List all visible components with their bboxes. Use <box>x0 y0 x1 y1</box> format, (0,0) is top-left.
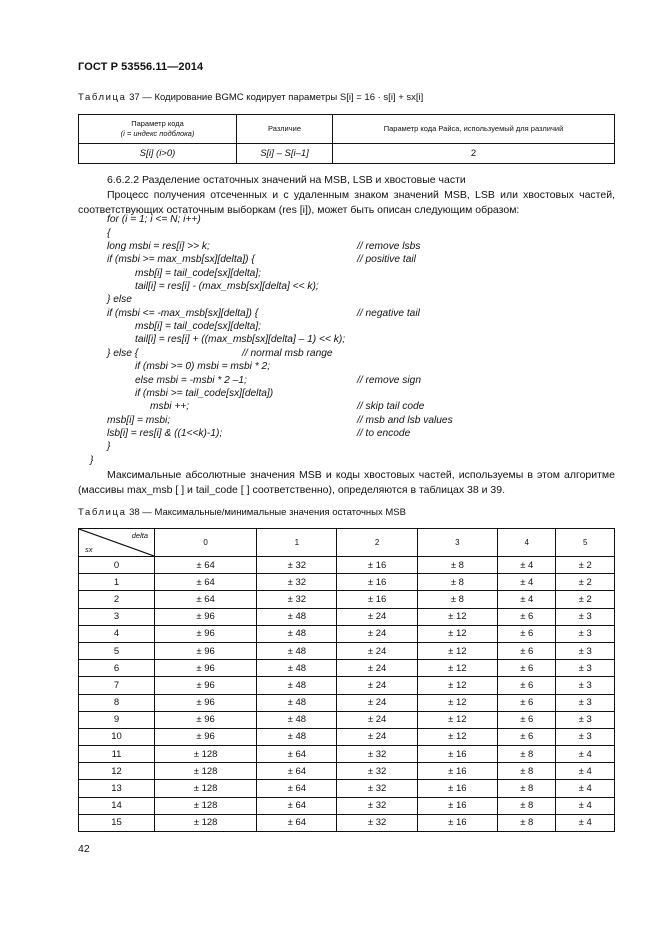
code-line: tail[i] = res[i] + ((max_msb[sx][delta] – 1) << k); <box>135 334 346 345</box>
table-38-cell: ± 128 <box>155 746 257 763</box>
table-38-row-label: 10 <box>79 728 155 745</box>
table-38-row-label: 9 <box>79 711 155 728</box>
table-37-cell: S[i] – S[i–1] <box>237 144 333 164</box>
table-38-cell: ± 32 <box>337 797 417 814</box>
table-38-cell: ± 3 <box>556 660 615 677</box>
table-38-row-label: 3 <box>79 608 155 625</box>
table-38-row <box>79 591 615 608</box>
table-38-cell: ± 128 <box>155 780 257 797</box>
table-38-row-label: 15 <box>79 814 155 831</box>
table-38-row-label: 6 <box>79 660 155 677</box>
code-line: lsb[i] = res[i] & ((1<<k)-1); <box>107 428 223 439</box>
table-38-cell: ± 64 <box>155 574 257 591</box>
table-38-cell: ± 24 <box>337 625 417 642</box>
table-38-cell: ± 96 <box>155 642 257 659</box>
code-line: } <box>90 455 94 466</box>
table-38-row-label: 4 <box>79 625 155 642</box>
table-38-cell: ± 96 <box>155 608 257 625</box>
table-38-cell: ± 48 <box>257 677 337 694</box>
table-37-cell: S[i] (i>0) <box>79 144 237 164</box>
code-line: if (msbi <= -max_msb[sx][delta]) { <box>107 308 259 319</box>
code-line: msb[i] = msbi; <box>107 415 171 426</box>
table-38-cell: ± 16 <box>417 746 497 763</box>
table-38-cell: ± 96 <box>155 660 257 677</box>
code-line: if (msbi >= max_msb[sx][delta]) { <box>107 254 255 265</box>
table-38-cell: ± 12 <box>417 711 497 728</box>
table-38-cell: ± 48 <box>257 642 337 659</box>
table-38-cell: ± 8 <box>498 797 556 814</box>
table-38-cell: ± 128 <box>155 814 257 831</box>
table-38-cell: ± 48 <box>257 711 337 728</box>
table-38 <box>78 528 615 832</box>
table-38-row <box>79 814 615 831</box>
table-38-cell: ± 4 <box>556 797 615 814</box>
table-38-row-label: 8 <box>79 694 155 711</box>
table-37 <box>78 114 615 164</box>
table-37-header-param <box>79 115 237 144</box>
table-38-col-header: 3 <box>417 529 497 557</box>
code-line: msb[i] = tail_code[sx][delta]; <box>135 268 261 279</box>
table-38-cell: ± 8 <box>417 591 497 608</box>
table-38-cell: ± 96 <box>155 694 257 711</box>
table-38-cell: ± 8 <box>498 763 556 780</box>
table-38-cell: ± 4 <box>556 763 615 780</box>
table-37-header-diff: Различие <box>237 115 333 144</box>
table-38-cell: ± 12 <box>417 694 497 711</box>
table-38-cell: ± 12 <box>417 642 497 659</box>
table-38-cell: ± 48 <box>257 728 337 745</box>
table-38-cell: ± 4 <box>556 746 615 763</box>
code-line: if (msbi >= tail_code[sx][delta]) <box>135 388 274 399</box>
table-38-cell: ± 3 <box>556 625 615 642</box>
table-38-cell: ± 64 <box>257 780 337 797</box>
code-comment: // positive tail <box>357 254 416 265</box>
table-38-cell: ± 8 <box>498 814 556 831</box>
table-38-cell: ± 16 <box>417 797 497 814</box>
code-comment: // remove lsbs <box>357 241 421 252</box>
table-38-row <box>79 660 615 677</box>
table-38-cell: ± 3 <box>556 728 615 745</box>
table-38-cell: ± 24 <box>337 642 417 659</box>
table-38-cell: ± 3 <box>556 694 615 711</box>
section-title: 6.6.2.2 Разделение остаточных значений на MSB, LSB и хвостовые части <box>107 174 466 186</box>
table-38-row <box>79 763 615 780</box>
table-38-col-header: 4 <box>498 529 556 557</box>
table-38-row-label: 13 <box>79 780 155 797</box>
table-38-cell: ± 64 <box>257 746 337 763</box>
section-heading <box>78 173 615 218</box>
table-38-row-label: 12 <box>79 763 155 780</box>
table-38-cell: ± 3 <box>556 642 615 659</box>
table-38-cell: ± 128 <box>155 763 257 780</box>
table-38-cell: ± 24 <box>337 608 417 625</box>
section-after-text: Максимальные абсолютные значения MSB и коды хвостовых частей, используемы в этом алгоритме (массивы max_msb [ ] и tail_code [ ] соответственно), определяются в таблицах 38 и 39. <box>78 469 615 496</box>
code-line: msb[i] = tail_code[sx][delta]; <box>135 321 261 332</box>
table-38-cell: ± 8 <box>417 574 497 591</box>
table-38-row <box>79 728 615 745</box>
code-comment: // negative tail <box>357 308 420 319</box>
table-38-cell: ± 4 <box>556 814 615 831</box>
code-line: long msbi = res[i] >> k; <box>107 241 210 252</box>
table-38-corner-cell <box>79 529 155 557</box>
table-38-cell: ± 12 <box>417 625 497 642</box>
table-38-row-label: 11 <box>79 746 155 763</box>
table-37-cell: 2 <box>333 144 615 164</box>
code-comment: // remove sign <box>357 375 421 386</box>
page-number: 42 <box>78 843 90 855</box>
table-38-col-header: 5 <box>556 529 615 557</box>
table-38-cell: ± 48 <box>257 608 337 625</box>
table-38-cell: ± 32 <box>337 780 417 797</box>
table-38-cell: ± 48 <box>257 694 337 711</box>
table-38-row-label: 2 <box>79 591 155 608</box>
table-38-cell: ± 6 <box>498 642 556 659</box>
table-38-cell: ± 16 <box>417 763 497 780</box>
code-line: for (i = 1; i <= N; i++) <box>107 214 201 225</box>
code-comment: // to encode <box>357 428 411 439</box>
table-38-cell: ± 6 <box>498 625 556 642</box>
table-38-cell: ± 24 <box>337 728 417 745</box>
code-comment: // skip tail code <box>357 401 425 412</box>
table-38-cell: ± 6 <box>498 677 556 694</box>
table-38-cell: ± 64 <box>155 591 257 608</box>
table-37-row <box>79 144 615 164</box>
table-38-row <box>79 694 615 711</box>
code-comment: // normal msb range <box>242 348 333 359</box>
table-38-cell: ± 64 <box>257 814 337 831</box>
table-38-cell: ± 128 <box>155 797 257 814</box>
table-38-cell: ± 4 <box>498 557 556 574</box>
table-38-row <box>79 677 615 694</box>
table-38-cell: ± 3 <box>556 608 615 625</box>
table-38-cell: ± 3 <box>556 711 615 728</box>
table-38-cell: ± 12 <box>417 677 497 694</box>
table-38-cell: ± 96 <box>155 677 257 694</box>
table-38-row-label: 1 <box>79 574 155 591</box>
table-38-col-header: 0 <box>155 529 257 557</box>
code-line: if (msbi >= 0) msbi = msbi * 2; <box>135 361 271 372</box>
table-37-title: 37 — Кодирование BGMC кодирует параметры S[i] = 16 · s[i] + sx[i] <box>129 92 424 103</box>
table-38-cell: ± 24 <box>337 677 417 694</box>
table-38-row <box>79 746 615 763</box>
table-38-cell: ± 24 <box>337 660 417 677</box>
table-38-header-row <box>79 529 615 557</box>
table-38-cell: ± 48 <box>257 660 337 677</box>
table-38-cell: ± 6 <box>498 660 556 677</box>
table-38-cell: ± 2 <box>556 557 615 574</box>
table-38-row <box>79 557 615 574</box>
table-38-cell: ± 6 <box>498 608 556 625</box>
table-37-label: Таблица <box>78 92 127 103</box>
table-38-cell: ± 32 <box>257 591 337 608</box>
table-38-cell: ± 16 <box>417 780 497 797</box>
table-38-row-label: 7 <box>79 677 155 694</box>
table-38-row <box>79 797 615 814</box>
table-38-cell: ± 16 <box>337 574 417 591</box>
code-line: } else <box>107 294 132 305</box>
table-38-cell: ± 64 <box>257 797 337 814</box>
table-38-cell: ± 2 <box>556 574 615 591</box>
table-38-cell: ± 12 <box>417 660 497 677</box>
corner-delta-label: delta <box>131 531 148 540</box>
table-38-cell: ± 96 <box>155 728 257 745</box>
table-38-cell: ± 4 <box>556 780 615 797</box>
table-38-row-label: 0 <box>79 557 155 574</box>
section-intro: Процесс получения отсеченных и с удаленным знаком значений MSB, LSB или хвостовых частей, соответствующих остаточным выборкам (res [i]), может быть описан следующим образом: <box>78 189 615 216</box>
table-38-col-header: 2 <box>337 529 417 557</box>
table-38-cell: ± 24 <box>337 711 417 728</box>
table-38-cell: ± 12 <box>417 728 497 745</box>
table-38-cell: ± 6 <box>498 694 556 711</box>
table-38-row <box>79 711 615 728</box>
table-38-cell: ± 8 <box>498 780 556 797</box>
table-37-header-param-line1: Параметр кода <box>131 119 184 128</box>
table-38-row <box>79 780 615 797</box>
table-38-cell: ± 3 <box>556 677 615 694</box>
table-38-cell: ± 96 <box>155 625 257 642</box>
table-38-cell: ± 8 <box>417 557 497 574</box>
table-37-caption <box>78 92 423 103</box>
table-38-label: Таблица <box>78 507 127 518</box>
code-line: } else { <box>107 348 139 359</box>
table-38-cell: ± 6 <box>498 728 556 745</box>
table-38-row <box>79 642 615 659</box>
table-38-cell: ± 16 <box>417 814 497 831</box>
table-38-cell: ± 96 <box>155 711 257 728</box>
code-line: msbi ++; <box>150 401 190 412</box>
table-37-header-rice: Параметр кода Райса, используемый для различий <box>333 115 615 144</box>
table-37-header-row <box>79 115 615 144</box>
table-38-cell: ± 32 <box>257 574 337 591</box>
table-38-cell: ± 2 <box>556 591 615 608</box>
table-38-cell: ± 16 <box>337 591 417 608</box>
table-38-row <box>79 608 615 625</box>
table-38-cell: ± 32 <box>337 746 417 763</box>
table-38-cell: ± 32 <box>337 763 417 780</box>
code-line: } <box>107 441 111 452</box>
table-38-row-label: 5 <box>79 642 155 659</box>
table-38-cell: ± 32 <box>337 814 417 831</box>
table-38-cell: ± 64 <box>155 557 257 574</box>
document-header: ГОСТ Р 53556.11—2014 <box>78 61 204 73</box>
table-38-cell: ± 32 <box>257 557 337 574</box>
code-line: else msbi = -msbi * 2 –1; <box>135 375 247 386</box>
table-38-cell: ± 12 <box>417 608 497 625</box>
table-38-caption <box>78 507 406 518</box>
table-38-cell: ± 4 <box>498 591 556 608</box>
table-38-col-header: 1 <box>257 529 337 557</box>
table-38-body <box>79 557 615 832</box>
corner-sx-label: sx <box>85 545 93 554</box>
table-38-row <box>79 625 615 642</box>
table-38-cell: ± 8 <box>498 746 556 763</box>
table-38-row <box>79 574 615 591</box>
table-38-title: 38 — Максимальные/минимальные значения остаточных MSB <box>129 507 406 518</box>
code-line: tail[i] = res[i] - (max_msb[sx][delta] << k); <box>135 281 319 292</box>
code-line: { <box>107 228 111 239</box>
table-38-cell: ± 24 <box>337 694 417 711</box>
table-37-header-param-line2: (i = индекс подблока) <box>120 129 195 138</box>
table-38-cell: ± 48 <box>257 625 337 642</box>
table-38-cell: ± 64 <box>257 763 337 780</box>
table-38-row-label: 14 <box>79 797 155 814</box>
code-comment: // msb and lsb values <box>357 415 453 426</box>
table-38-cell: ± 6 <box>498 711 556 728</box>
table-38-cell: ± 16 <box>337 557 417 574</box>
table-38-cell: ± 4 <box>498 574 556 591</box>
